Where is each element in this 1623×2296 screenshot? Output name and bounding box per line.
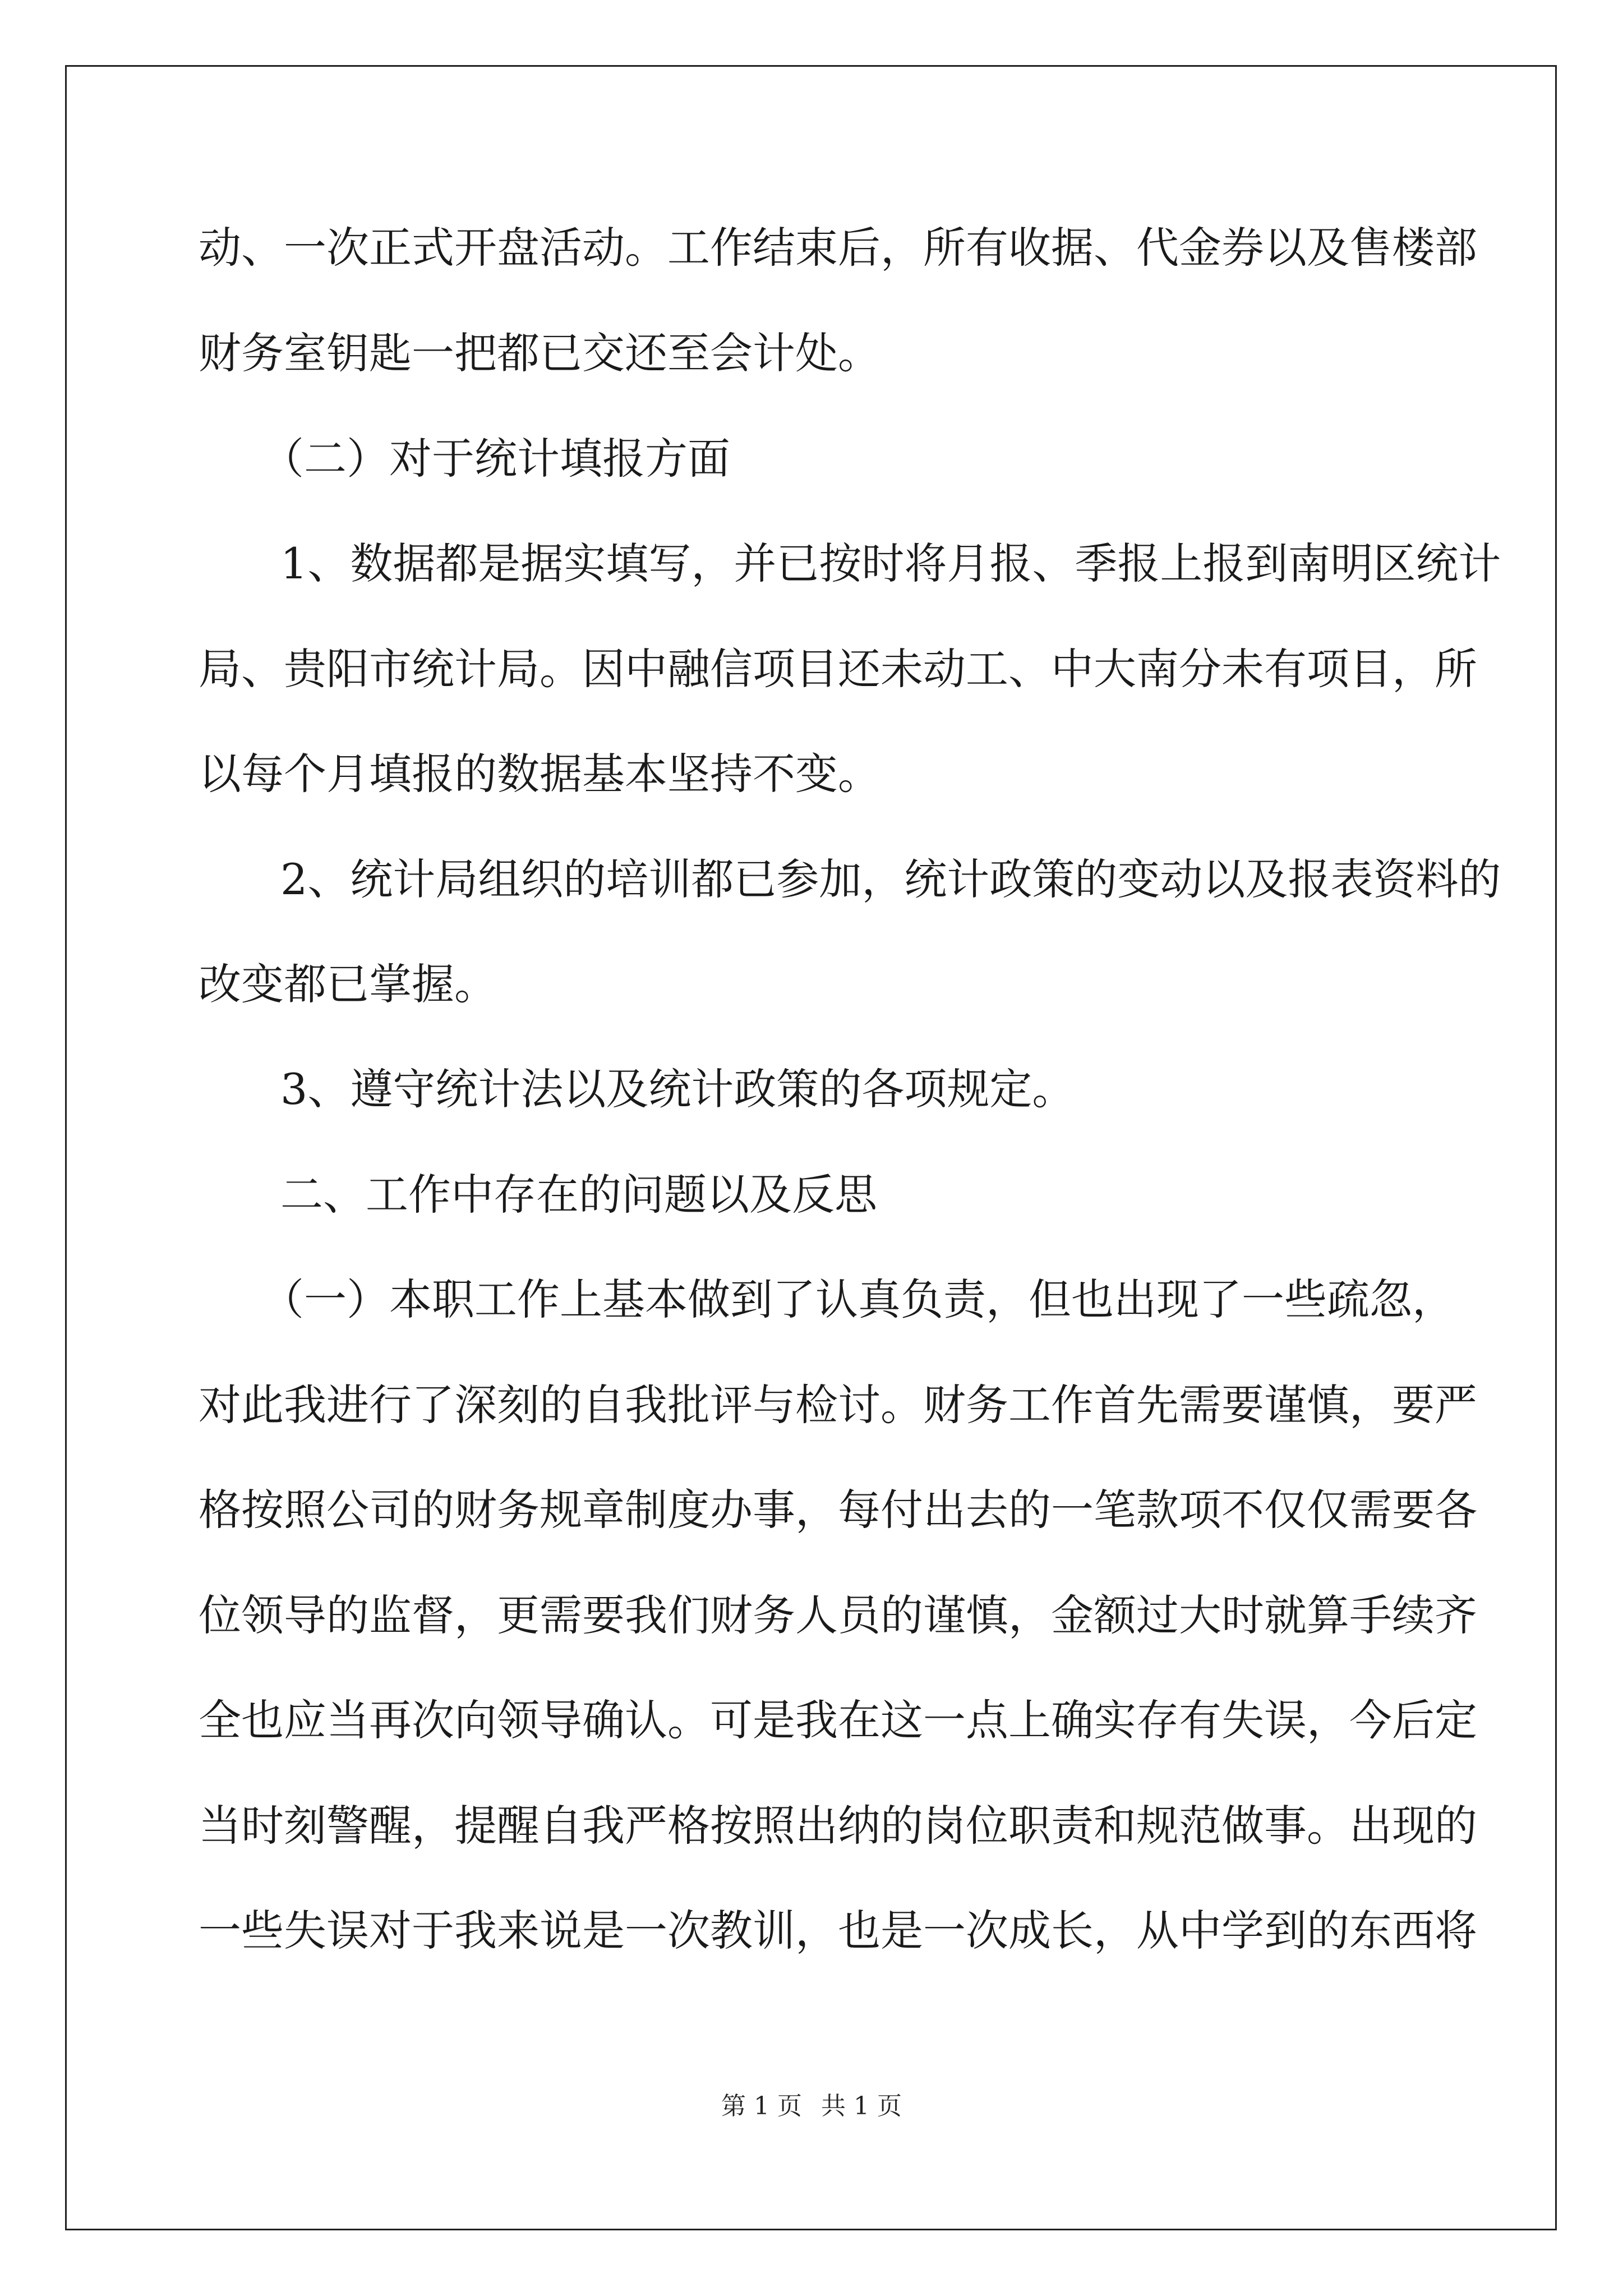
text-line: 财务室钥匙一把都已交还至会计处。	[199, 328, 880, 378]
text-line: 对此我进行了深刻的自我批评与检讨。财务工作首先需要谨慎，要严	[199, 1380, 1477, 1430]
text-line: 位领导的监督，更需要我们财务人员的谨慎，金额过大时就算手续齐	[199, 1590, 1477, 1640]
section-heading: （二）对于统计填报方面	[261, 434, 730, 484]
text-line: （一）本职工作上基本做到了认真负责，但也出现了一些疏忽，	[261, 1274, 1455, 1324]
page-number: 第 1 页	[721, 2092, 802, 2120]
text-line: 格按照公司的财务规章制度办事，每付出去的一笔款项不仅仅需要各	[199, 1485, 1477, 1535]
text-line: 动、一次正式开盘活动。工作结束后，所有收据、代金券以及售楼部	[199, 223, 1477, 273]
text-line: 全也应当再次向领导确认。可是我在这一点上确实存有失误，今后定	[199, 1695, 1477, 1745]
section-heading: 二、工作中存在的问题以及反思	[280, 1170, 877, 1220]
text-line: 局、贵阳市统计局。因中融信项目还未动工、中大南分未有项目，所	[199, 644, 1477, 694]
text-line: 当时刻警醒，提醒自我严格按照出纳的岗位职责和规范做事。出现的	[199, 1801, 1477, 1851]
text-line: 2、统计局组织的培训都已参加，统计政策的变动以及报表资料的	[280, 854, 1501, 904]
page-total: 共 1 页	[821, 2092, 902, 2120]
text-line: 改变都已掌握。	[199, 959, 497, 1009]
text-line: 3、遵守统计法以及统计政策的各项规定。	[280, 1064, 1075, 1114]
text-line: 一些失误对于我来说是一次教训，也是一次成长，从中学到的东西将	[199, 1906, 1477, 1955]
page-footer	[0, 2090, 1623, 2123]
text-line: 以每个月填报的数据基本坚持不变。	[199, 749, 880, 799]
text-line: 1、数据都是据实填写，并已按时将月报、季报上报到南明区统计	[280, 539, 1501, 588]
